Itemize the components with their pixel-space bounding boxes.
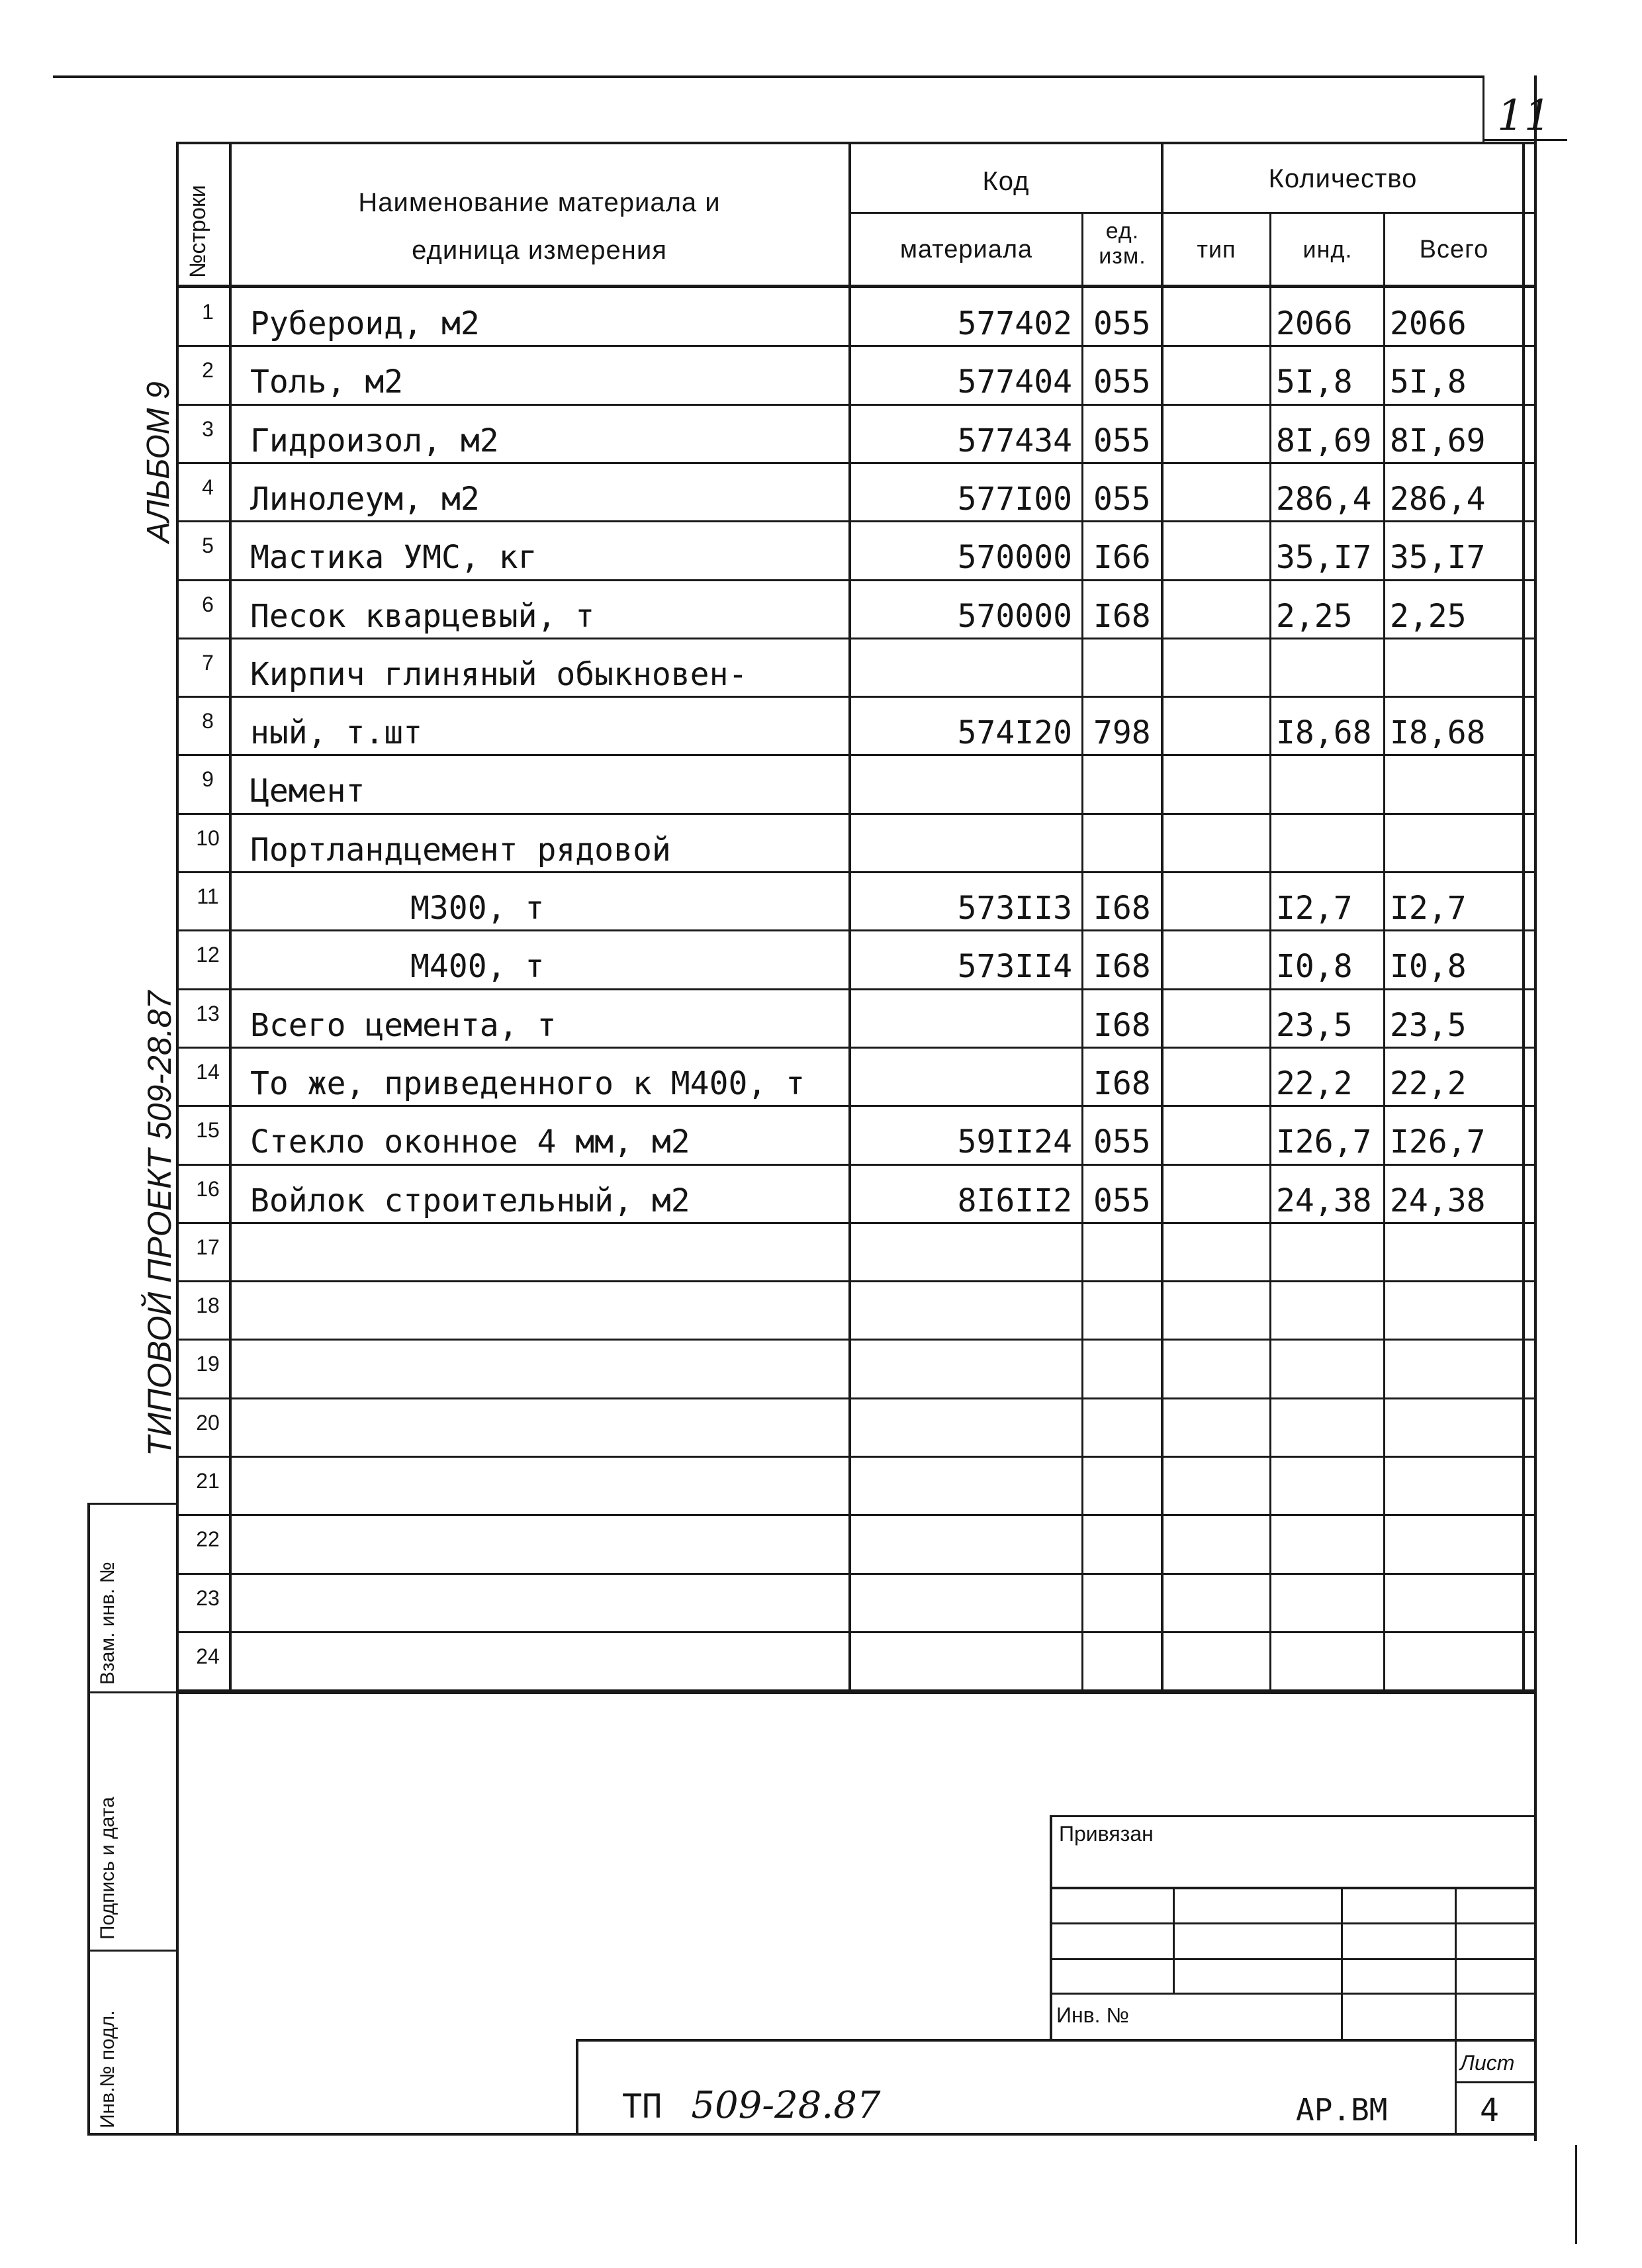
row-line — [179, 929, 1535, 931]
row-number: 7 — [202, 650, 214, 675]
header-name-text: Наименование материала и единица измерения — [358, 188, 721, 265]
qty-ind: 286,4 — [1276, 480, 1372, 518]
material-name: Стекло оконное 4 мм, м2 — [250, 1123, 690, 1161]
page-mark: 11 — [1497, 91, 1551, 140]
qty-ind: 2066 — [1276, 305, 1353, 342]
row-number: 5 — [202, 534, 214, 558]
material-name: Портландцемент рядовой — [250, 831, 671, 869]
material-code: 59II24 — [957, 1123, 1072, 1161]
col-line-unit — [1161, 142, 1163, 1693]
qty-total: 22,2 — [1390, 1064, 1467, 1102]
material-name: Песок кварцевый, т — [250, 597, 595, 635]
header-qty-ind: инд. — [1302, 236, 1353, 263]
qty-ind: I8,68 — [1276, 714, 1372, 752]
tb-bound-line-1 — [1050, 1887, 1537, 1889]
doc-designation — [622, 2084, 880, 2127]
bound-label: Привязан — [1059, 1822, 1154, 1846]
qty-total: 2066 — [1390, 305, 1467, 342]
row-number: 16 — [196, 1176, 220, 1201]
row-line — [179, 871, 1535, 873]
table-top-line — [179, 142, 1535, 144]
row-number: 22 — [196, 1527, 220, 1552]
row-line — [179, 754, 1535, 756]
tb-main-top — [576, 2039, 1535, 2042]
col-line-ind — [1383, 212, 1385, 1693]
row-line — [179, 1105, 1535, 1107]
row-number: 24 — [196, 1644, 220, 1668]
edge-mark — [1575, 2145, 1577, 2244]
tb-inner-v2 — [1341, 1887, 1343, 2042]
tb-bound-line-4 — [1050, 1993, 1537, 1995]
row-number: 2 — [202, 358, 214, 383]
unit-code: I68 — [1093, 890, 1151, 927]
qty-total: I26,7 — [1390, 1123, 1486, 1161]
material-name: Линолеум, м2 — [250, 480, 480, 518]
qty-total: 35,I7 — [1390, 539, 1486, 577]
qty-ind: 5I,8 — [1276, 363, 1353, 401]
tb-inner-v1 — [1173, 1887, 1175, 1993]
header-qty-total: Всего — [1419, 236, 1489, 263]
stamp-divider-1 — [87, 1503, 177, 1505]
material-code: 577434 — [957, 422, 1072, 459]
tb-left-upper — [1050, 1815, 1052, 2040]
header-qty: Количество — [1268, 164, 1418, 193]
material-name: Кирпич глиняный обыкновен- — [250, 655, 748, 693]
unit-code: I68 — [1093, 948, 1151, 986]
row-number: 6 — [202, 592, 214, 616]
row-line — [179, 1514, 1535, 1516]
tb-inner-v3 — [1455, 1887, 1457, 2134]
material-code: 577404 — [957, 363, 1072, 401]
tb-main-left — [576, 2039, 578, 2135]
row-line — [179, 1222, 1535, 1224]
row-line — [179, 1456, 1535, 1458]
material-name: Гидроизол, м2 — [250, 422, 499, 459]
material-name: М400, т — [410, 948, 545, 986]
unit-code: 055 — [1093, 1182, 1151, 1219]
stamp-label-signature-date: Подпись и дата — [97, 1797, 118, 1940]
qty-ind: 22,2 — [1276, 1064, 1353, 1102]
row-line — [179, 1573, 1535, 1575]
qty-total: I0,8 — [1390, 948, 1467, 986]
row-line — [179, 813, 1535, 815]
row-number: 18 — [196, 1294, 220, 1318]
row-line — [179, 696, 1535, 698]
unit-code: 055 — [1093, 480, 1151, 518]
row-number: 10 — [196, 826, 220, 850]
row-line — [179, 988, 1535, 990]
tb-sheet-line — [1455, 2081, 1535, 2083]
tb-bound-line-3 — [1050, 1958, 1537, 1960]
sheet-label: Лист — [1460, 2051, 1515, 2075]
qty-total: 24,38 — [1390, 1182, 1486, 1219]
material-name: Толь, м2 — [250, 363, 404, 401]
tb-bound-line-2 — [1050, 1922, 1537, 1924]
col-line-no — [229, 142, 232, 1693]
unit-code: 055 — [1093, 1123, 1151, 1161]
row-number: 20 — [196, 1410, 220, 1435]
row-number: 1 — [202, 300, 214, 324]
qty-total: 5I,8 — [1390, 363, 1467, 401]
unit-code: 055 — [1093, 363, 1151, 401]
qty-total: 8I,69 — [1390, 422, 1486, 459]
row-number: 17 — [196, 1235, 220, 1259]
stamp-divider-2 — [87, 1691, 177, 1693]
row-line — [179, 404, 1535, 406]
doc-number: 509-28.87 — [691, 2084, 881, 2127]
row-number: 12 — [196, 943, 220, 967]
inv-label: Инв. № — [1056, 2003, 1129, 2027]
tb-bound-top — [1050, 1815, 1537, 1817]
row-number: 3 — [202, 416, 214, 441]
material-code: 574I20 — [957, 714, 1072, 752]
qty-total: I8,68 — [1390, 714, 1486, 752]
row-number: 4 — [202, 475, 214, 499]
doc-code: АР.ВМ — [1296, 2092, 1388, 2128]
right-border — [1534, 75, 1537, 2141]
col-line-total — [1522, 142, 1525, 1693]
header-row-no: №строки — [185, 185, 210, 278]
project-label: ТИПОВОЙ ПРОЕКТ 509-28.87 — [141, 990, 178, 1456]
row-line — [179, 345, 1535, 347]
unit-code: I68 — [1093, 597, 1151, 635]
material-code: 577I00 — [957, 480, 1072, 518]
row-number: 11 — [197, 884, 219, 908]
material-name: Войлок строительный, м2 — [250, 1182, 690, 1219]
col-line-code — [1081, 212, 1083, 1693]
header-code-material: материала — [899, 236, 1033, 263]
material-code: 570000 — [957, 539, 1072, 577]
col-line-type — [1269, 212, 1271, 1693]
material-code: 577402 — [957, 305, 1072, 342]
row-line — [179, 1280, 1535, 1282]
row-number: 9 — [202, 767, 214, 792]
row-number: 21 — [196, 1469, 220, 1493]
qty-ind: 35,I7 — [1276, 539, 1372, 577]
qty-ind: I26,7 — [1276, 1123, 1372, 1161]
qty-ind: 2,25 — [1276, 597, 1353, 635]
material-code: 8I6II2 — [957, 1182, 1072, 1219]
header-qty-type: тип — [1197, 236, 1236, 263]
qty-ind: 24,38 — [1276, 1182, 1372, 1219]
stamp-divider-3 — [87, 1950, 177, 1952]
qty-total: I2,7 — [1390, 890, 1467, 927]
row-number: 14 — [196, 1059, 220, 1084]
row-line — [179, 1689, 1535, 1691]
material-code: 573II4 — [957, 948, 1072, 986]
unit-code: 055 — [1093, 422, 1151, 459]
material-name: Всего цемента, т — [250, 1006, 557, 1044]
unit-code: I68 — [1093, 1006, 1151, 1044]
qty-total: 2,25 — [1390, 597, 1467, 635]
qty-total: 23,5 — [1390, 1006, 1467, 1044]
row-line — [179, 1631, 1535, 1633]
row-number: 8 — [202, 709, 214, 733]
row-line — [179, 1047, 1535, 1049]
material-name: ный, т.шт — [250, 714, 423, 752]
sheet-number: 4 — [1480, 2092, 1499, 2129]
row-number: 19 — [196, 1352, 220, 1376]
bottom-frame-line — [87, 2133, 1537, 2136]
material-name: Рубероид, м2 — [250, 305, 480, 342]
stamp-label-replaced-inv: Взам. инв. № — [97, 1562, 118, 1685]
row-number: 15 — [196, 1118, 220, 1143]
stamp-column-left — [87, 1503, 90, 2135]
row-line — [179, 1397, 1535, 1399]
unit-code: I68 — [1093, 1064, 1151, 1102]
material-code: 570000 — [957, 597, 1072, 635]
material-name: Мастика УМС, кг — [250, 539, 537, 577]
material-name: М300, т — [410, 890, 545, 927]
row-number: 23 — [196, 1585, 220, 1610]
row-line — [179, 1339, 1535, 1341]
header-bottom-line — [179, 285, 1535, 288]
row-line — [179, 520, 1535, 522]
material-code: 573II3 — [957, 890, 1072, 927]
unit-code: I66 — [1093, 539, 1151, 577]
qty-total: 286,4 — [1390, 480, 1486, 518]
unit-code: 798 — [1093, 714, 1151, 752]
header-code-unit: ед. изм. — [1099, 218, 1146, 269]
qty-ind: 23,5 — [1276, 1006, 1353, 1044]
row-number: 13 — [196, 1001, 220, 1025]
doc-prefix: ТП — [622, 2087, 662, 2126]
material-name: Цемент — [250, 773, 365, 810]
header-name — [232, 179, 847, 274]
page-mark-divider — [1482, 75, 1484, 142]
stamp-label-original-inv: Инв.№ подл. — [97, 2010, 118, 2128]
album-label: АЛЬБОМ 9 — [141, 381, 176, 543]
row-line — [179, 1164, 1535, 1166]
row-line — [179, 638, 1535, 639]
row-line — [179, 462, 1535, 464]
col-line-name — [848, 142, 851, 1693]
qty-ind: I2,7 — [1276, 890, 1353, 927]
qty-ind: 8I,69 — [1276, 422, 1372, 459]
unit-code: 055 — [1093, 305, 1151, 342]
row-line — [179, 579, 1535, 581]
material-name: То же, приведенного к М400, т — [250, 1064, 805, 1102]
qty-ind: I0,8 — [1276, 948, 1353, 986]
header-mid-line — [848, 212, 1535, 214]
header-code: Код — [982, 167, 1030, 196]
top-border — [53, 75, 1482, 78]
